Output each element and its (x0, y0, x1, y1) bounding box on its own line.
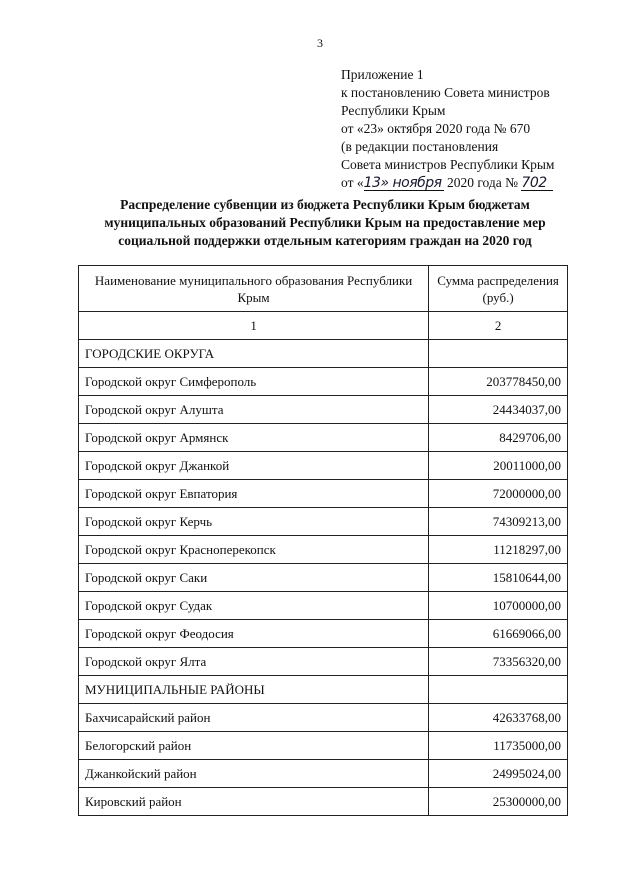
amount-value: 8429706,00 (429, 424, 568, 452)
table-row (79, 368, 568, 396)
municipality-name: Джанкойский район (79, 760, 429, 788)
column-number: 2 (429, 312, 568, 340)
table-row (79, 648, 568, 676)
municipality-name: Городской округ Симферополь (79, 368, 429, 396)
amount-value: 42633768,00 (429, 704, 568, 732)
header-row (79, 266, 568, 312)
table-row (79, 508, 568, 536)
section-row (79, 340, 568, 368)
appendix-block (341, 66, 554, 192)
header-amount: Сумма распределения (руб.) (429, 266, 568, 312)
distribution-table (78, 265, 568, 816)
section-empty-cell (429, 340, 568, 368)
amount-value: 15810644,00 (429, 564, 568, 592)
table-row (79, 564, 568, 592)
amount-value: 11735000,00 (429, 732, 568, 760)
amount-value: 74309213,00 (429, 508, 568, 536)
table-row (79, 396, 568, 424)
amount-value: 72000000,00 (429, 480, 568, 508)
municipality-name: Городской округ Евпатория (79, 480, 429, 508)
table-body (79, 312, 568, 816)
header-name: Наименование муниципального образования Республики Крым (79, 266, 429, 312)
amount-value: 24995024,00 (429, 760, 568, 788)
page-number: 3 (317, 36, 323, 50)
amount-value: 10700000,00 (429, 592, 568, 620)
appendix-line-3: Республики Крым (341, 103, 446, 118)
table-row (79, 424, 568, 452)
table-row (79, 620, 568, 648)
municipality-name: Городской округ Джанкой (79, 452, 429, 480)
municipality-name: Бахчисарайский район (79, 704, 429, 732)
appendix-line-2: к постановлению Совета министров (341, 85, 550, 100)
section-title: МУНИЦИПАЛЬНЫЕ РАЙОНЫ (79, 676, 429, 704)
table-row (79, 480, 568, 508)
municipality-name: Городской округ Алушта (79, 396, 429, 424)
section-empty-cell (429, 676, 568, 704)
section-row (79, 676, 568, 704)
section-title: ГОРОДСКИЕ ОКРУГА (79, 340, 429, 368)
municipality-name: Городской округ Саки (79, 564, 429, 592)
municipality-name: Городской округ Армянск (79, 424, 429, 452)
amount-value: 20011000,00 (429, 452, 568, 480)
appendix-line-7 (341, 174, 554, 192)
table-row (79, 732, 568, 760)
municipality-name: Городской округ Красноперекопск (79, 536, 429, 564)
amount-value: 73356320,00 (429, 648, 568, 676)
table-row (79, 760, 568, 788)
table-row (79, 536, 568, 564)
municipality-name: Белогорский район (79, 732, 429, 760)
municipality-name: Кировский район (79, 788, 429, 816)
amount-value: 61669066,00 (429, 620, 568, 648)
amount-value: 203778450,00 (429, 368, 568, 396)
date-middle: 2020 года № (443, 175, 522, 190)
appendix-line-1: Приложение 1 (341, 67, 424, 82)
table-row (79, 592, 568, 620)
municipality-name: Городской округ Керчь (79, 508, 429, 536)
municipality-name: Городской округ Судак (79, 592, 429, 620)
column-number-row (79, 312, 568, 340)
amount-value: 25300000,00 (429, 788, 568, 816)
handwritten-date: 13» ноября (363, 175, 442, 191)
amount-value: 11218297,00 (429, 536, 568, 564)
table-row (79, 704, 568, 732)
date-prefix: от « (341, 175, 364, 190)
appendix-line-6: Совета министров Республики Крым (341, 157, 555, 172)
column-number: 1 (79, 312, 429, 340)
municipality-name: Городской округ Феодосия (79, 620, 429, 648)
appendix-line-5: (в редакции постановления (341, 139, 499, 154)
municipality-name: Городской округ Ялта (79, 648, 429, 676)
amount-value: 24434037,00 (429, 396, 568, 424)
document-title: Распределение субвенции из бюджета Республики Крым бюджетам муниципальных образований Республики Крым на предоставление мер социальной поддержки отдельным категориям граждан на 2020 год (104, 197, 546, 248)
handwritten-number: 702 (521, 176, 553, 191)
table-row (79, 788, 568, 816)
table-row (79, 452, 568, 480)
appendix-line-4: от «23» октября 2020 года № 670 (341, 121, 531, 136)
